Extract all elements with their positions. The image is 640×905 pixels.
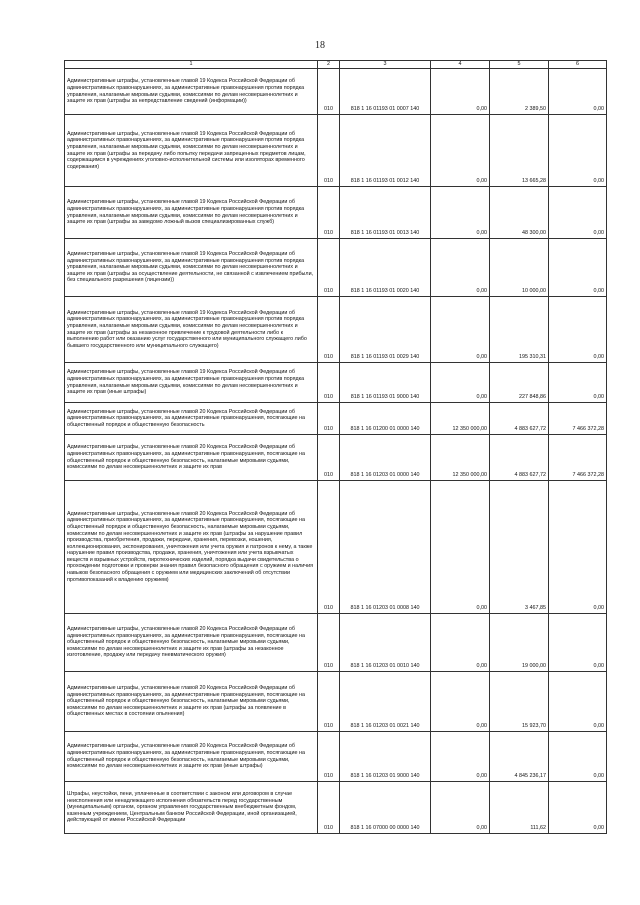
row-kbk: 818 1 16 01203 01 9000 140 bbox=[340, 732, 431, 782]
row-col6: 0,00 bbox=[549, 115, 607, 187]
column-header: 3 bbox=[340, 61, 431, 69]
row-kbk: 818 1 16 01193 01 0012 140 bbox=[340, 115, 431, 187]
row-description: Административные штрафы, установленные главой 20 Кодекса Российской Федерации об административных правонарушениях, за административные правонарушения, посягающие на общественный порядок и общественную безопасность, налагаемые мировыми судьями, комиссиями по делам несовершеннолетних и защите их прав bbox=[65, 435, 318, 481]
column-header: 2 bbox=[318, 61, 340, 69]
row-description: Административные штрафы, установленные главой 20 Кодекса Российской Федерации об административных правонарушениях, за административные правонарушения, посягающие на общественный порядок и общественную безопасность, налагаемые мировыми судьями, комиссиями по делам несовершеннолетних и защите их прав (штрафы за нарушение правил производства, приобретения, продажи, передачи, хранения, перевозки, ношения, коллекционирования, экспонирования, уничтожения или учета оружия и патронов к нему, а также нарушение правил производства, продажи, хранения, уничтожения или учета взрывчатых веществ и взрывных устройств, пиротехнических изделий, порядка выдачи свидетельства о прохождении подготовки и проверки знания правил безопасного обращения с оружием и наличия навыков безопасного обращения с оружием или медицинских заключений об отсутствии противопоказаний к владению оружием) bbox=[65, 481, 318, 614]
row-col6: 0,00 bbox=[549, 187, 607, 239]
column-header: 5 bbox=[490, 61, 549, 69]
table-row bbox=[65, 239, 607, 297]
table-row bbox=[65, 403, 607, 435]
row-code: 010 bbox=[318, 481, 340, 614]
table-row bbox=[65, 297, 607, 363]
row-description: Административные штрафы, установленные главой 19 Кодекса Российской Федерации об административных правонарушениях, за административные правонарушения против порядка управления, налагаемые мировыми судьями, комиссиями по делам несовершеннолетних и защите их прав (штрафы за осуществление деятельности, не связанной с извлечением прибыли, без специального разрешения (лицензии)) bbox=[65, 239, 318, 297]
row-col6: 0,00 bbox=[549, 481, 607, 614]
row-col6: 0,00 bbox=[549, 614, 607, 672]
row-code: 010 bbox=[318, 732, 340, 782]
row-description: Административные штрафы, установленные главой 20 Кодекса Российской Федерации об административных правонарушениях, за административные правонарушения, посягающие на общественный порядок и общественную безопасность, налагаемые мировыми судьями, комиссиями по делам несовершеннолетних и защите их прав (иные штрафы) bbox=[65, 732, 318, 782]
table-row bbox=[65, 614, 607, 672]
row-col5: 19 000,00 bbox=[490, 614, 549, 672]
row-code: 010 bbox=[318, 115, 340, 187]
row-col6: 0,00 bbox=[549, 782, 607, 834]
table-row bbox=[65, 187, 607, 239]
table-row bbox=[65, 672, 607, 732]
row-code: 010 bbox=[318, 297, 340, 363]
row-col4: 0,00 bbox=[431, 672, 490, 732]
row-col4: 0,00 bbox=[431, 297, 490, 363]
row-description: Административные штрафы, установленные главой 20 Кодекса Российской Федерации об административных правонарушениях, за административные правонарушения, посягающие на общественный порядок и общественную безопасность bbox=[65, 403, 318, 435]
row-code: 010 bbox=[318, 435, 340, 481]
table-row bbox=[65, 363, 607, 403]
row-code: 010 bbox=[318, 69, 340, 115]
row-kbk: 818 1 16 01193 01 9000 140 bbox=[340, 363, 431, 403]
row-col5: 4 883 627,72 bbox=[490, 403, 549, 435]
row-kbk: 818 1 16 01193 01 0007 140 bbox=[340, 69, 431, 115]
table-header-row bbox=[65, 61, 607, 69]
table-row bbox=[65, 69, 607, 115]
row-description: Административные штрафы, установленные главой 19 Кодекса Российской Федерации об административных правонарушениях, за административные правонарушения против порядка управления, налагаемые мировыми судьями, комиссиями по делам несовершеннолетних и защите их прав (штрафы за передачу либо попытку передачи запрещенных предметов лицам, содержащимся в учреждениях уголовно-исполнительной системы или изоляторах временного содержания) bbox=[65, 115, 318, 187]
row-col5: 10 000,00 bbox=[490, 239, 549, 297]
row-col5: 195 310,31 bbox=[490, 297, 549, 363]
row-description: Административные штрафы, установленные главой 19 Кодекса Российской Федерации об административных правонарушениях, за административные правонарушения против порядка управления, налагаемые мировыми судьями, комиссиями по делам несовершеннолетних и защите их прав (штрафы за непредставление сведений (информации)) bbox=[65, 69, 318, 115]
row-description: Административные штрафы, установленные главой 19 Кодекса Российской Федерации об административных правонарушениях, за административные правонарушения против порядка управления, налагаемые мировыми судьями, комиссиями по делам несовершеннолетних и защите их прав (иные штрафы) bbox=[65, 363, 318, 403]
row-col5: 227 848,86 bbox=[490, 363, 549, 403]
row-col6: 0,00 bbox=[549, 239, 607, 297]
report-table bbox=[64, 60, 607, 834]
row-code: 010 bbox=[318, 782, 340, 834]
row-col4: 12 350 000,00 bbox=[431, 403, 490, 435]
column-header: 6 bbox=[549, 61, 607, 69]
table-row bbox=[65, 481, 607, 614]
column-header: 1 bbox=[65, 61, 318, 69]
row-code: 010 bbox=[318, 239, 340, 297]
row-kbk: 818 1 16 01203 01 0021 140 bbox=[340, 672, 431, 732]
row-kbk: 818 1 16 01193 01 0013 140 bbox=[340, 187, 431, 239]
row-col6: 0,00 bbox=[549, 672, 607, 732]
row-col4: 0,00 bbox=[431, 732, 490, 782]
row-col5: 48 300,00 bbox=[490, 187, 549, 239]
table-row bbox=[65, 732, 607, 782]
row-col4: 0,00 bbox=[431, 239, 490, 297]
row-description: Административные штрафы, установленные главой 19 Кодекса Российской Федерации об административных правонарушениях, за административные правонарушения против порядка управления, налагаемые мировыми судьями, комиссиями по делам несовершеннолетних и защите их прав (штрафы за заведомо ложный вызов специализированных служб) bbox=[65, 187, 318, 239]
row-col6: 7 466 372,28 bbox=[549, 403, 607, 435]
row-col4: 0,00 bbox=[431, 115, 490, 187]
row-code: 010 bbox=[318, 363, 340, 403]
row-kbk: 818 1 16 01203 01 0000 140 bbox=[340, 435, 431, 481]
row-col6: 0,00 bbox=[549, 732, 607, 782]
table-row bbox=[65, 435, 607, 481]
row-kbk: 818 1 16 01203 01 0010 140 bbox=[340, 614, 431, 672]
row-description: Административные штрафы, установленные главой 20 Кодекса Российской Федерации об административных правонарушениях, за административные правонарушения, посягающие на общественный порядок и общественную безопасность, налагаемые мировыми судьями, комиссиями по делам несовершеннолетних и защите их прав (штрафы за незаконное изготовление, продажу или передачу пневматического оружия) bbox=[65, 614, 318, 672]
row-col4: 0,00 bbox=[431, 363, 490, 403]
row-code: 010 bbox=[318, 187, 340, 239]
row-col5: 2 389,50 bbox=[490, 69, 549, 115]
row-col4: 0,00 bbox=[431, 69, 490, 115]
row-col4: 0,00 bbox=[431, 481, 490, 614]
row-col4: 0,00 bbox=[431, 187, 490, 239]
table-row bbox=[65, 782, 607, 834]
row-kbk: 818 1 16 01193 01 0020 140 bbox=[340, 239, 431, 297]
row-kbk: 818 1 16 01193 01 0029 140 bbox=[340, 297, 431, 363]
row-col6: 7 466 372,28 bbox=[549, 435, 607, 481]
row-col6: 0,00 bbox=[549, 69, 607, 115]
table-row bbox=[65, 115, 607, 187]
row-col5: 111,62 bbox=[490, 782, 549, 834]
row-col5: 15 923,70 bbox=[490, 672, 549, 732]
row-col5: 13 665,28 bbox=[490, 115, 549, 187]
row-description: Административные штрафы, установленные главой 20 Кодекса Российской Федерации об административных правонарушениях, за административные правонарушения, посягающие на общественный порядок и общественную безопасность, налагаемые мировыми судьями, комиссиями по делам несовершеннолетних и защите их прав (штрафы за появление в общественных местах в состоянии опьянения) bbox=[65, 672, 318, 732]
row-code: 010 bbox=[318, 614, 340, 672]
row-col6: 0,00 bbox=[549, 297, 607, 363]
row-kbk: 818 1 16 01200 01 0000 140 bbox=[340, 403, 431, 435]
row-code: 010 bbox=[318, 403, 340, 435]
row-col5: 4 845 236,17 bbox=[490, 732, 549, 782]
row-description: Штрафы, неустойки, пени, уплаченные в соответствии с законом или договором в случае неисполнения или ненадлежащего исполнения обязательств перед государственным (муниципальным) органом, органом управления государственным внебюджетным фондом, казенным учреждением, Центральным банком Российской Федерации, иной организацией, действующей от имени Российской Федерации bbox=[65, 782, 318, 834]
row-col4: 0,00 bbox=[431, 782, 490, 834]
row-kbk: 818 1 16 01203 01 0008 140 bbox=[340, 481, 431, 614]
row-code: 010 bbox=[318, 672, 340, 732]
page-number: 18 bbox=[315, 40, 325, 51]
row-col4: 0,00 bbox=[431, 614, 490, 672]
row-kbk: 818 1 16 07000 00 0000 140 bbox=[340, 782, 431, 834]
row-col5: 3 467,85 bbox=[490, 481, 549, 614]
column-header: 4 bbox=[431, 61, 490, 69]
row-col6: 0,00 bbox=[549, 363, 607, 403]
row-description: Административные штрафы, установленные главой 19 Кодекса Российской Федерации об административных правонарушениях, за административные правонарушения против порядка управления, налагаемые мировыми судьями, комиссиями по делам несовершеннолетних и защите их прав (штрафы за незаконное привлечение к трудовой деятельности либо к выполнению работ или оказанию услуг государственного или муниципального служащего либо бывшего государственного или муниципального служащего) bbox=[65, 297, 318, 363]
row-col4: 12 350 000,00 bbox=[431, 435, 490, 481]
row-col5: 4 883 627,72 bbox=[490, 435, 549, 481]
